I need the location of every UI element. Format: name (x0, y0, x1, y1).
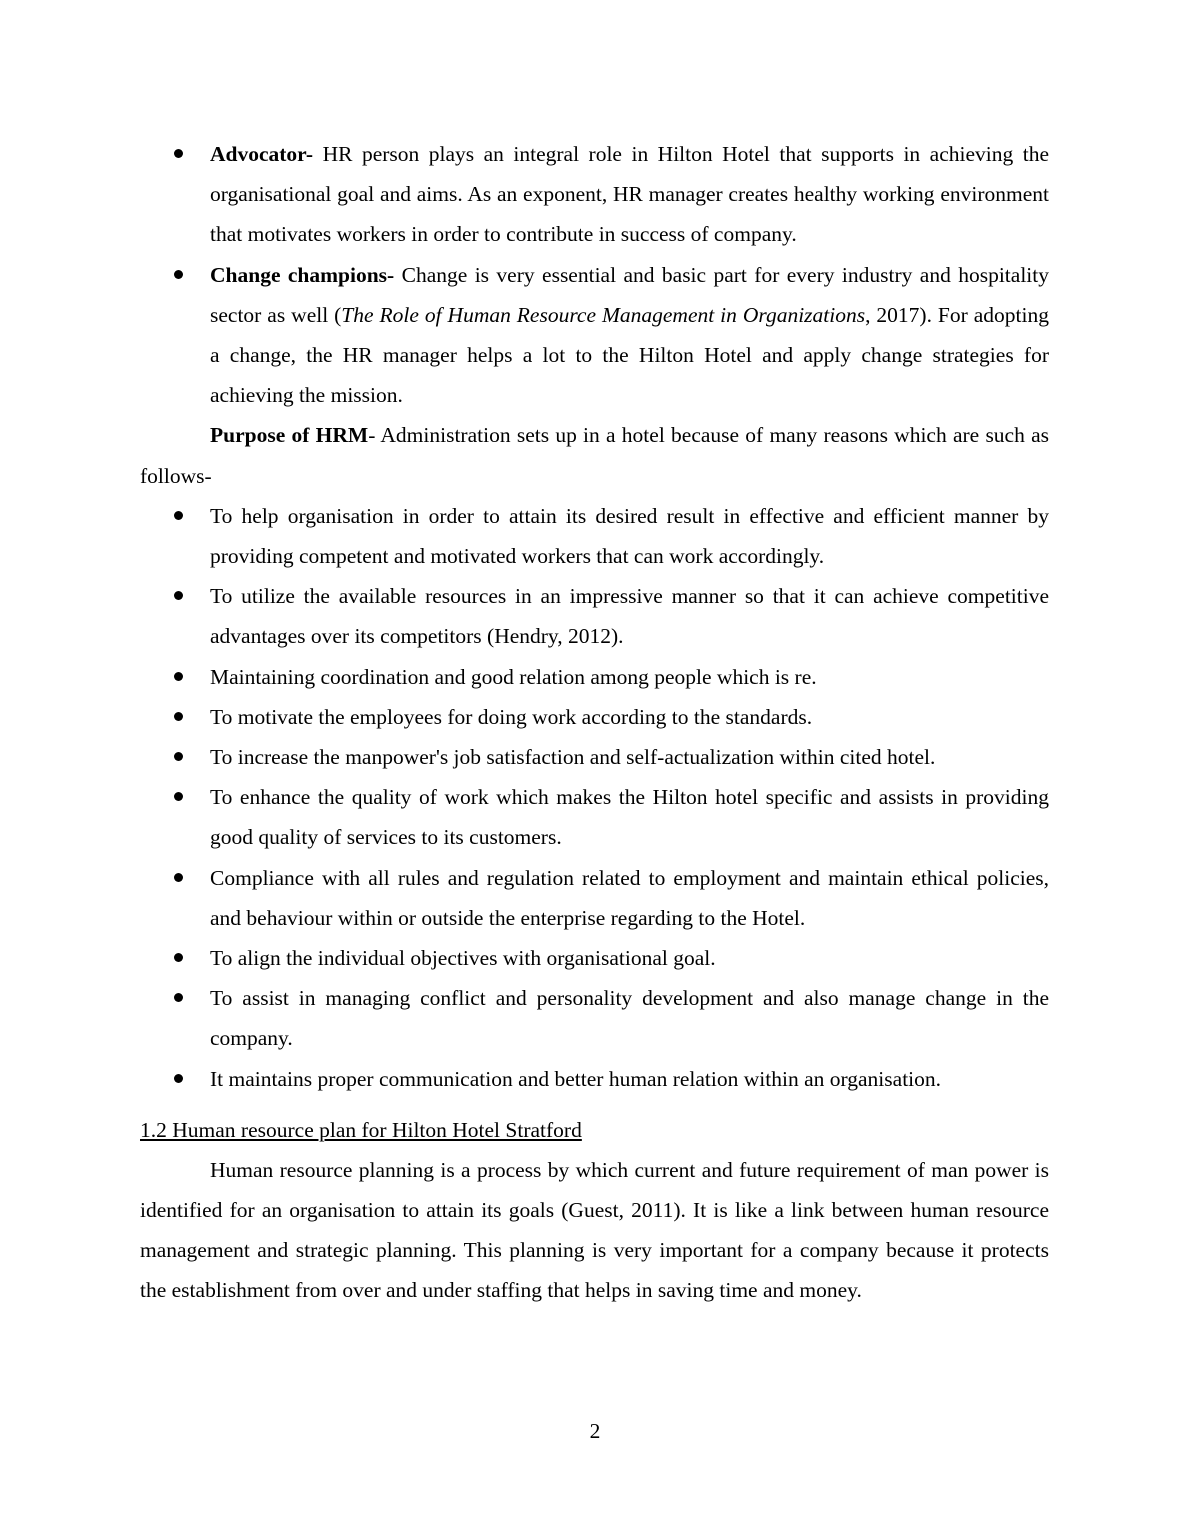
citation-title: The Role of Human Resource Management in Organizations (341, 302, 866, 327)
list-item (140, 697, 1049, 737)
purpose-text: - Administration sets up in a hotel because of many reasons which are such as follows- (140, 423, 1050, 488)
role-text: HR person plays an integral role in Hilton Hotel that supports in achieving the organisational goal and aims. As an exponent, HR manager creates healthy working environment that motivates workers in order to contribute in success of company. (210, 142, 1049, 247)
list-item (140, 978, 1049, 1058)
list-item-text: To help organisation in order to attain its desired result in effective and efficient manner by providing competent and motivated workers that can work accordingly. (210, 503, 1049, 569)
list-item-text: To enhance the quality of work which makes the Hilton hotel specific and assists in providing good quality of services to its customers. (210, 785, 1049, 850)
list-item (140, 858, 1049, 938)
section-heading: 1.2 Human resource plan for Hilton Hotel Stratford (140, 1117, 582, 1142)
role-term: Change champions- (210, 262, 395, 287)
bullet-icon (174, 591, 183, 600)
bullet-icon (174, 953, 183, 962)
list-item (140, 777, 1049, 857)
section-paragraph: Human resource planning is a process by which current and future requirement of man power is identified for an organisation to attain its goals (Guest, 2011). It is like a link between human resource management and strategic planning. This planning is very important for a company because it protects the establishment from over and under staffing that helps in saving time and money. (140, 1157, 1049, 1303)
bullet-icon (174, 672, 183, 681)
list-item (140, 1059, 1049, 1099)
bullet-icon (174, 752, 183, 761)
role-term: Advocator- (210, 142, 314, 166)
purpose-paragraph (140, 415, 1049, 495)
bullet-icon (174, 511, 183, 520)
list-item (140, 134, 1049, 255)
bullet-icon (174, 270, 183, 279)
purpose-term: Purpose of HRM (210, 423, 369, 448)
list-item (140, 938, 1049, 978)
page-number: 2 (589, 1419, 601, 1443)
bullet-icon (174, 873, 183, 882)
purpose-list (140, 496, 1049, 1099)
bullet-icon (174, 792, 183, 801)
bullet-icon (174, 993, 183, 1002)
bullet-icon (174, 712, 183, 721)
list-item-text: It maintains proper communication and better human relation within an organisation. (210, 1066, 942, 1091)
list-item (140, 496, 1049, 576)
hr-roles-list (140, 134, 1049, 415)
bullet-icon (174, 1074, 183, 1083)
list-item-text: To align the individual objectives with organisational goal. (210, 946, 716, 971)
list-item-text: To utilize the available resources in an impressive manner so that it can achieve competitive advantages over its competitors (Hendry, 2012). (210, 584, 1049, 649)
list-item-text: To motivate the employees for doing work according to the standards. (210, 704, 813, 729)
list-item (140, 576, 1049, 656)
document-page (140, 134, 1049, 1311)
list-item (140, 737, 1049, 777)
list-item-text: Compliance with all rules and regulation related to employment and maintain ethical policies, and behaviour within or outside the enterprise regarding to the Hotel. (210, 865, 1049, 930)
role-text: , 2017). For adopting a change, the HR manager helps a lot to the Hilton Hotel and apply change strategies for achieving the mission. (210, 302, 1049, 408)
list-item (140, 255, 1049, 416)
bullet-icon (174, 149, 183, 158)
list-item (140, 657, 1049, 697)
list-item-text: To assist in managing conflict and personality development and also manage change in the company. (210, 986, 1049, 1051)
list-item-text: Maintaining coordination and good relation among people which is re. (210, 664, 817, 689)
role-text: Change is very essential and basic part for every industry and hospitality sector as well ( (210, 262, 1049, 327)
list-item-text: To increase the manpower's job satisfaction and self-actualization within cited hotel. (210, 745, 936, 770)
